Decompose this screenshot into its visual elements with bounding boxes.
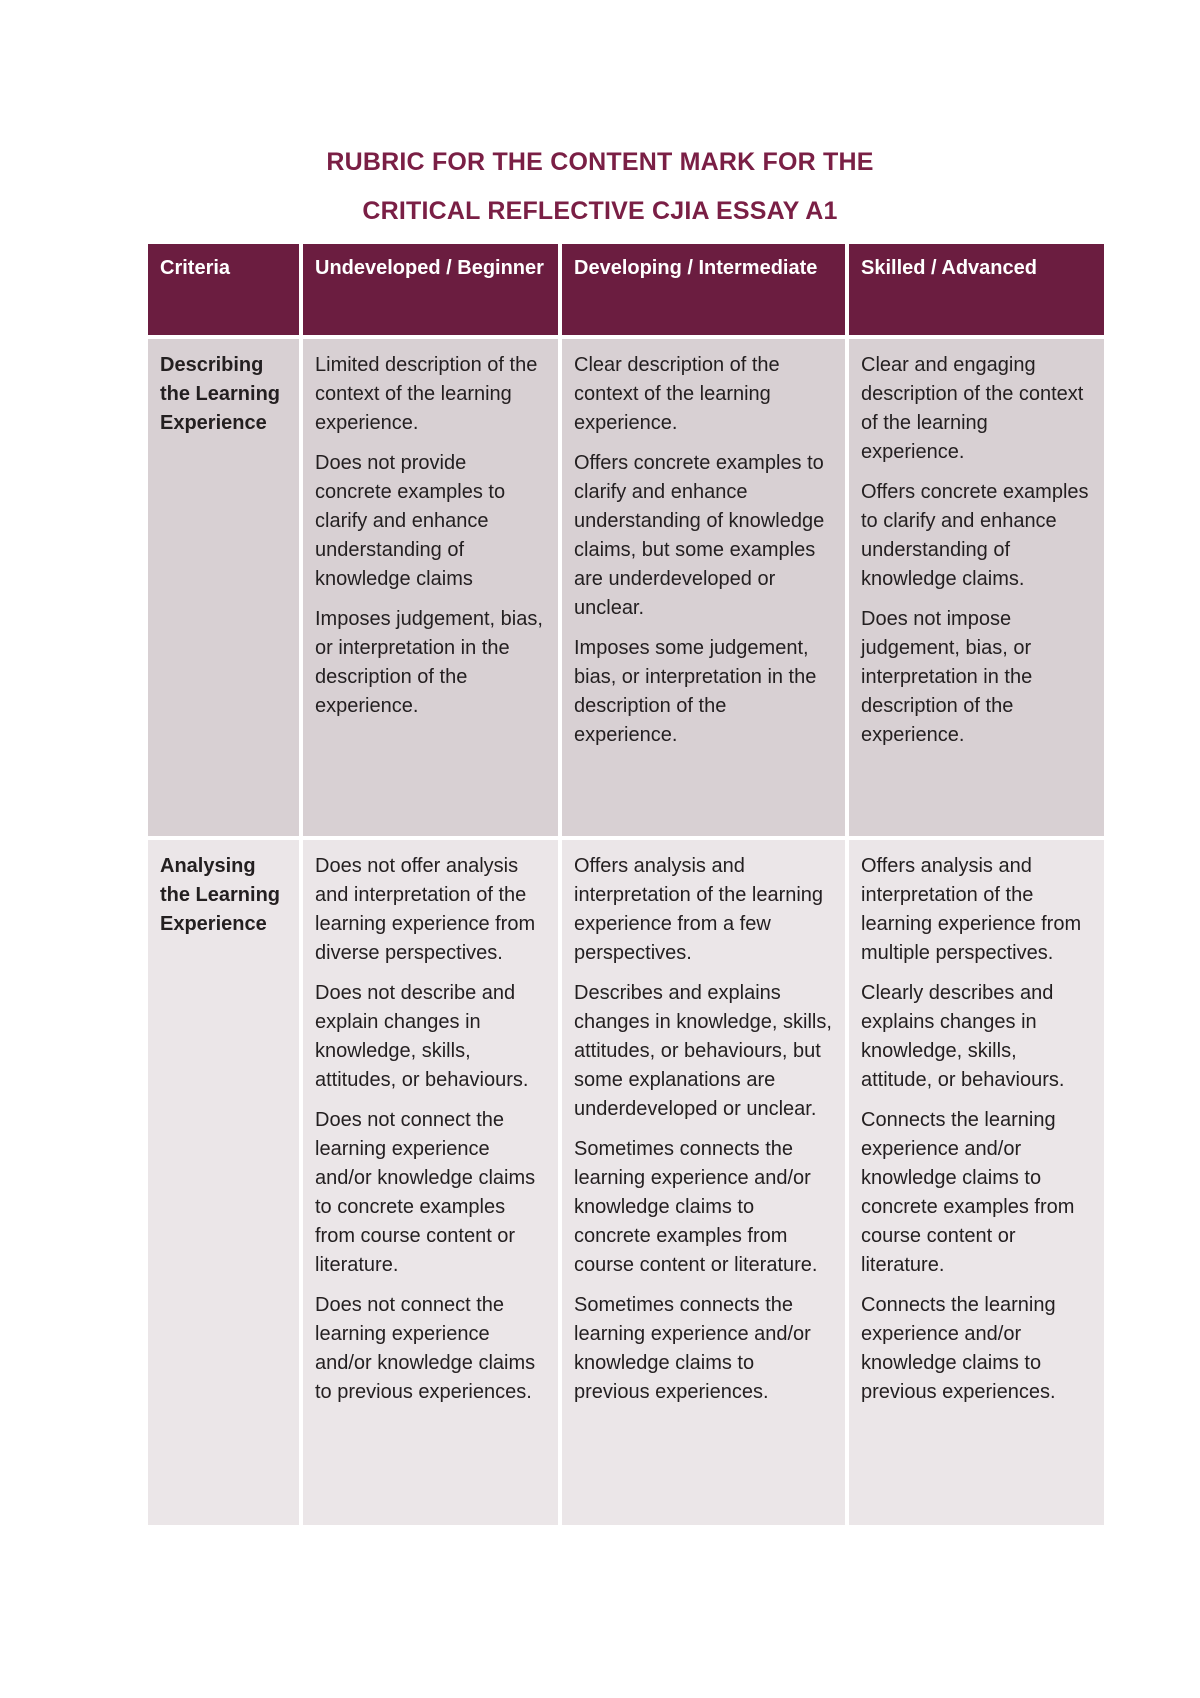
header-undeveloped: Undeveloped / Beginner — [303, 244, 558, 335]
descriptor-text: Offers analysis and interpretation of the learning experience from multiple perspectives. — [861, 855, 1082, 964]
skilled-cell — [849, 840, 1104, 1525]
descriptor-text: Describes and explains changes in knowledge, skills, attitudes, or behaviours, but some explanations are underdeveloped or unclear. — [574, 982, 832, 1120]
header-row — [148, 244, 1104, 335]
descriptor-text: Offers concrete examples to clarify and enhance understanding of knowledge claims, but some examples are underdeveloped or unclear. — [574, 452, 825, 619]
descriptor-text: Imposes judgement, bias, or interpretation in the description of the experience. — [315, 608, 543, 717]
descriptor-text: Does not provide concrete examples to clarify and enhance understanding of knowledge claims — [315, 452, 506, 590]
descriptor-text: Connects the learning experience and/or knowledge claims to previous experiences. — [861, 1294, 1056, 1403]
criterion-cell — [148, 339, 299, 836]
descriptor-text: Sometimes connects the learning experience and/or knowledge claims to previous experiences. — [574, 1294, 811, 1403]
descriptor-text: Clear description of the context of the learning experience. — [574, 354, 780, 434]
page-title-line-2: CRITICAL REFLECTIVE CJIA ESSAY A1 — [362, 197, 838, 225]
descriptor-text: Sometimes connects the learning experience and/or knowledge claims to concrete examples from course content or literature. — [574, 1138, 818, 1276]
descriptor-text: Does not describe and explain changes in knowledge, skills, attitudes, or behaviours. — [315, 982, 529, 1091]
header-criteria: Criteria — [148, 244, 299, 335]
skilled-cell — [849, 339, 1104, 836]
table-row — [148, 840, 1104, 1525]
descriptor-text: Limited description of the context of the learning experience. — [315, 354, 538, 434]
descriptor-text: Does not connect the learning experience and/or knowledge claims to concrete examples from course content or literature. — [315, 1109, 536, 1276]
undeveloped-cell — [303, 339, 558, 836]
developing-cell — [562, 339, 845, 836]
descriptor-text: Offers analysis and interpretation of the learning experience from a few perspectives. — [574, 855, 824, 964]
descriptor-text: Clearly describes and explains changes in knowledge, skills, attitude, or behaviours. — [861, 982, 1065, 1091]
header-developing: Developing / Intermediate — [562, 244, 845, 335]
descriptor-text: Does not connect the learning experience and/or knowledge claims to previous experiences. — [315, 1294, 536, 1403]
descriptor-text: Does not impose judgement, bias, or interpretation in the description of the experience. — [861, 608, 1033, 746]
developing-cell — [562, 840, 845, 1525]
descriptor-text: Imposes some judgement, bias, or interpretation in the description of the experience. — [574, 637, 817, 746]
descriptor-text: Connects the learning experience and/or knowledge claims to concrete examples from course content or literature. — [861, 1109, 1075, 1276]
rubric-table — [144, 240, 1108, 1529]
page-title-line-1: RUBRIC FOR THE CONTENT MARK FOR THE — [326, 148, 874, 176]
criterion-label: Describing the Learning Experience — [160, 354, 281, 434]
descriptor-text: Does not offer analysis and interpretation of the learning experience from diverse perspectives. — [315, 855, 536, 964]
descriptor-text: Offers concrete examples to clarify and enhance understanding of knowledge claims. — [861, 481, 1089, 590]
criterion-label: Analysing the Learning Experience — [160, 855, 281, 935]
undeveloped-cell — [303, 840, 558, 1525]
table-row — [148, 339, 1104, 836]
criterion-cell — [148, 840, 299, 1525]
descriptor-text: Clear and engaging description of the context of the learning experience. — [861, 354, 1084, 463]
header-skilled: Skilled / Advanced — [849, 244, 1104, 335]
